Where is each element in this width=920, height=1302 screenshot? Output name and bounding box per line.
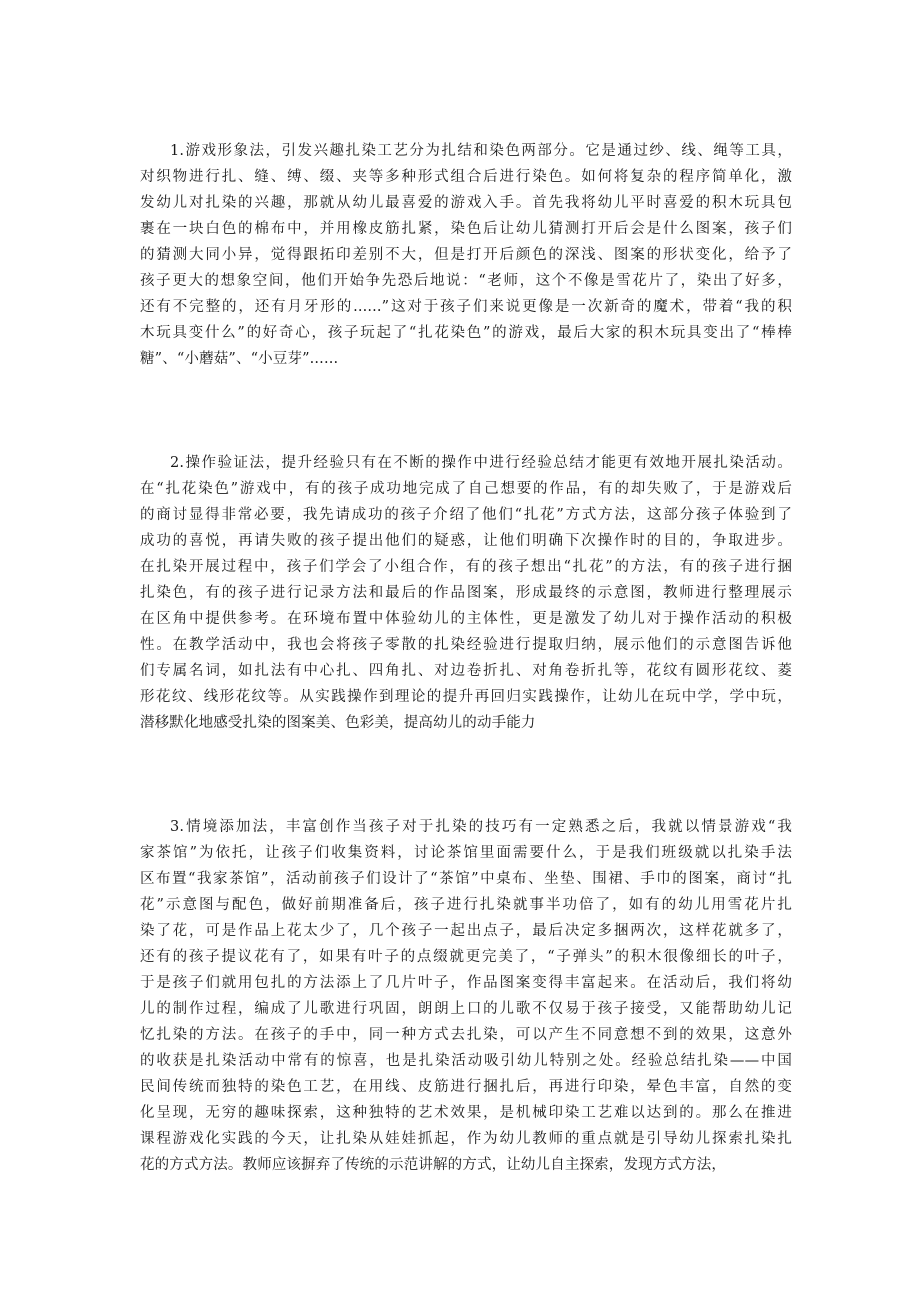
text-line: 课程游戏化实践的今天，让扎染从娃娃抓起，作为幼儿教师的重点就是引导幼儿探索扎染扎 [140, 1131, 792, 1147]
text-line: 成功的喜悦，再请失败的孩子提出他们的疑惑，让他们明确下次操作时的目的，争取进步。 [140, 533, 792, 549]
text-line: 花的方式方法。教师应该摒弃了传统的示范讲解的方式，让幼儿自主探索，发现方式方法， [140, 1157, 726, 1173]
text-line: 忆扎染的方法。在孩子的手中，同一种方式去扎染，可以产生不同意想不到的效果，这意外 [140, 1027, 792, 1043]
text-line: 潜移默化地感受扎染的图案美、色彩美，提高幼儿的动手能力 [140, 715, 536, 731]
text-line: 2.操作验证法，提升经验只有在不断的操作中进行经验总结才能更有效地开展扎染活动。 [170, 455, 792, 471]
text-line: 花”示意图与配色，做好前期准备后，孩子进行扎染就事半功倍了，如有的幼儿用雪花片扎 [140, 897, 792, 913]
text-line: 们专属名词，如扎法有中心扎、四角扎、对边卷折扎、对角卷折扎等，花纹有圆形花纹、菱 [140, 663, 792, 679]
text-line: 糖”、“小蘑菇”、“小豆芽”...... [140, 351, 339, 367]
text-line: 的收获是扎染活动中常有的惊喜，也是扎染活动吸引幼儿特别之处。经验总结扎染——中国 [140, 1053, 792, 1069]
text-line: 的猜测大同小异，觉得跟拓印差别不大，但是打开后颜色的深浅、图案的形状变化，给予了 [140, 247, 792, 263]
text-line: 区布置“我家茶馆”，活动前孩子们设计了“茶馆”中桌布、坐垫、围裙、手巾的图案，商讨“扎 [140, 871, 792, 887]
text-line: 的商讨显得非常必要，我先请成功的孩子介绍了他们“扎花”方式方法，这部分孩子体验到了 [140, 507, 792, 523]
text-line: 扎染色，有的孩子进行记录方法和最后的作品图案，形成最终的示意图，教师进行整理展示 [140, 585, 792, 601]
text-line: 在扎染开展过程中，孩子们学会了小组合作，有的孩子想出“扎花”的方法，有的孩子进行捆 [140, 559, 792, 575]
text-line: 形花纹、线形花纹等。从实践操作到理论的提升再回归实践操作，让幼儿在玩中学，学中玩， [140, 689, 792, 705]
text-line: 裹在一块白色的棉布中，并用橡皮筋扎紧，染色后让幼儿猜测打开后会是什么图案，孩子们 [140, 221, 792, 237]
text-line: 于是孩子们就用包扎的方法添上了几片叶子，作品图案变得丰富起来。在活动后，我们将幼 [140, 975, 792, 991]
text-line: 化呈现，无穷的趣味探索，这种独特的艺术效果，是机械印染工艺难以达到的。那么在推进 [140, 1105, 792, 1121]
text-line: 对织物进行扎、缝、缚、缀、夹等多种形式组合后进行染色。如何将复杂的程序简单化，激 [140, 169, 792, 185]
text-line: 发幼儿对扎染的兴趣，那就从幼儿最喜爱的游戏入手。首先我将幼儿平时喜爱的积木玩具包 [140, 195, 792, 211]
text-line: 民间传统而独特的染色工艺，在用线、皮筋进行捆扎后，再进行印染，晕色丰富，自然的变 [140, 1079, 792, 1095]
text-line: 性。在教学活动中，我也会将孩子零散的扎染经验进行提取归纳，展示他们的示意图告诉他 [140, 637, 792, 653]
text-line: 3.情境添加法，丰富创作当孩子对于扎染的技巧有一定熟悉之后，我就以情景游戏“我 [170, 819, 792, 835]
text-line: 在区角中提供参考。在环境布置中体验幼儿的主体性，更是激发了幼儿对于操作活动的积极 [140, 611, 792, 627]
text-line: 在“扎花染色”游戏中，有的孩子成功地完成了自己想要的作品，有的却失败了，于是游戏后 [140, 481, 792, 497]
text-line: 孩子更大的想象空间，他们开始争先恐后地说：“老师，这个不像是雪花片了，染出了好多， [140, 273, 792, 289]
text-line: 还有不完整的，还有月牙形的......”这对于孩子们来说更像是一次新奇的魔术，带着“我的积 [140, 299, 792, 315]
text-line: 家茶馆”为依托，让孩子们收集资料，讨论茶馆里面需要什么，于是我们班级就以扎染手法 [140, 845, 792, 861]
text-line: 儿的制作过程，编成了儿歌进行巩固，朗朗上口的儿歌不仅易于孩子接受，又能帮助幼儿记 [140, 1001, 792, 1017]
text-line: 1.游戏形象法，引发兴趣扎染工艺分为扎结和染色两部分。它是通过纱、线、绳等工具， [170, 143, 792, 159]
text-line: 木玩具变什么”的好奇心，孩子玩起了“扎花染色”的游戏，最后大家的积木玩具变出了“棒棒 [140, 325, 792, 341]
text-line: 染了花，可是作品上花太少了，几个孩子一起出点子，最后决定多捆两次，这样花就多了， [140, 923, 792, 939]
text-line: 还有的孩子提议花有了，如果有叶子的点缀就更完美了，“子弹头”的积木很像细长的叶子， [140, 949, 792, 965]
paragraph-operation-verification-method [140, 450, 792, 736]
paragraph-game-image-method [140, 138, 792, 372]
paragraph-situation-addition-method [140, 814, 792, 1178]
